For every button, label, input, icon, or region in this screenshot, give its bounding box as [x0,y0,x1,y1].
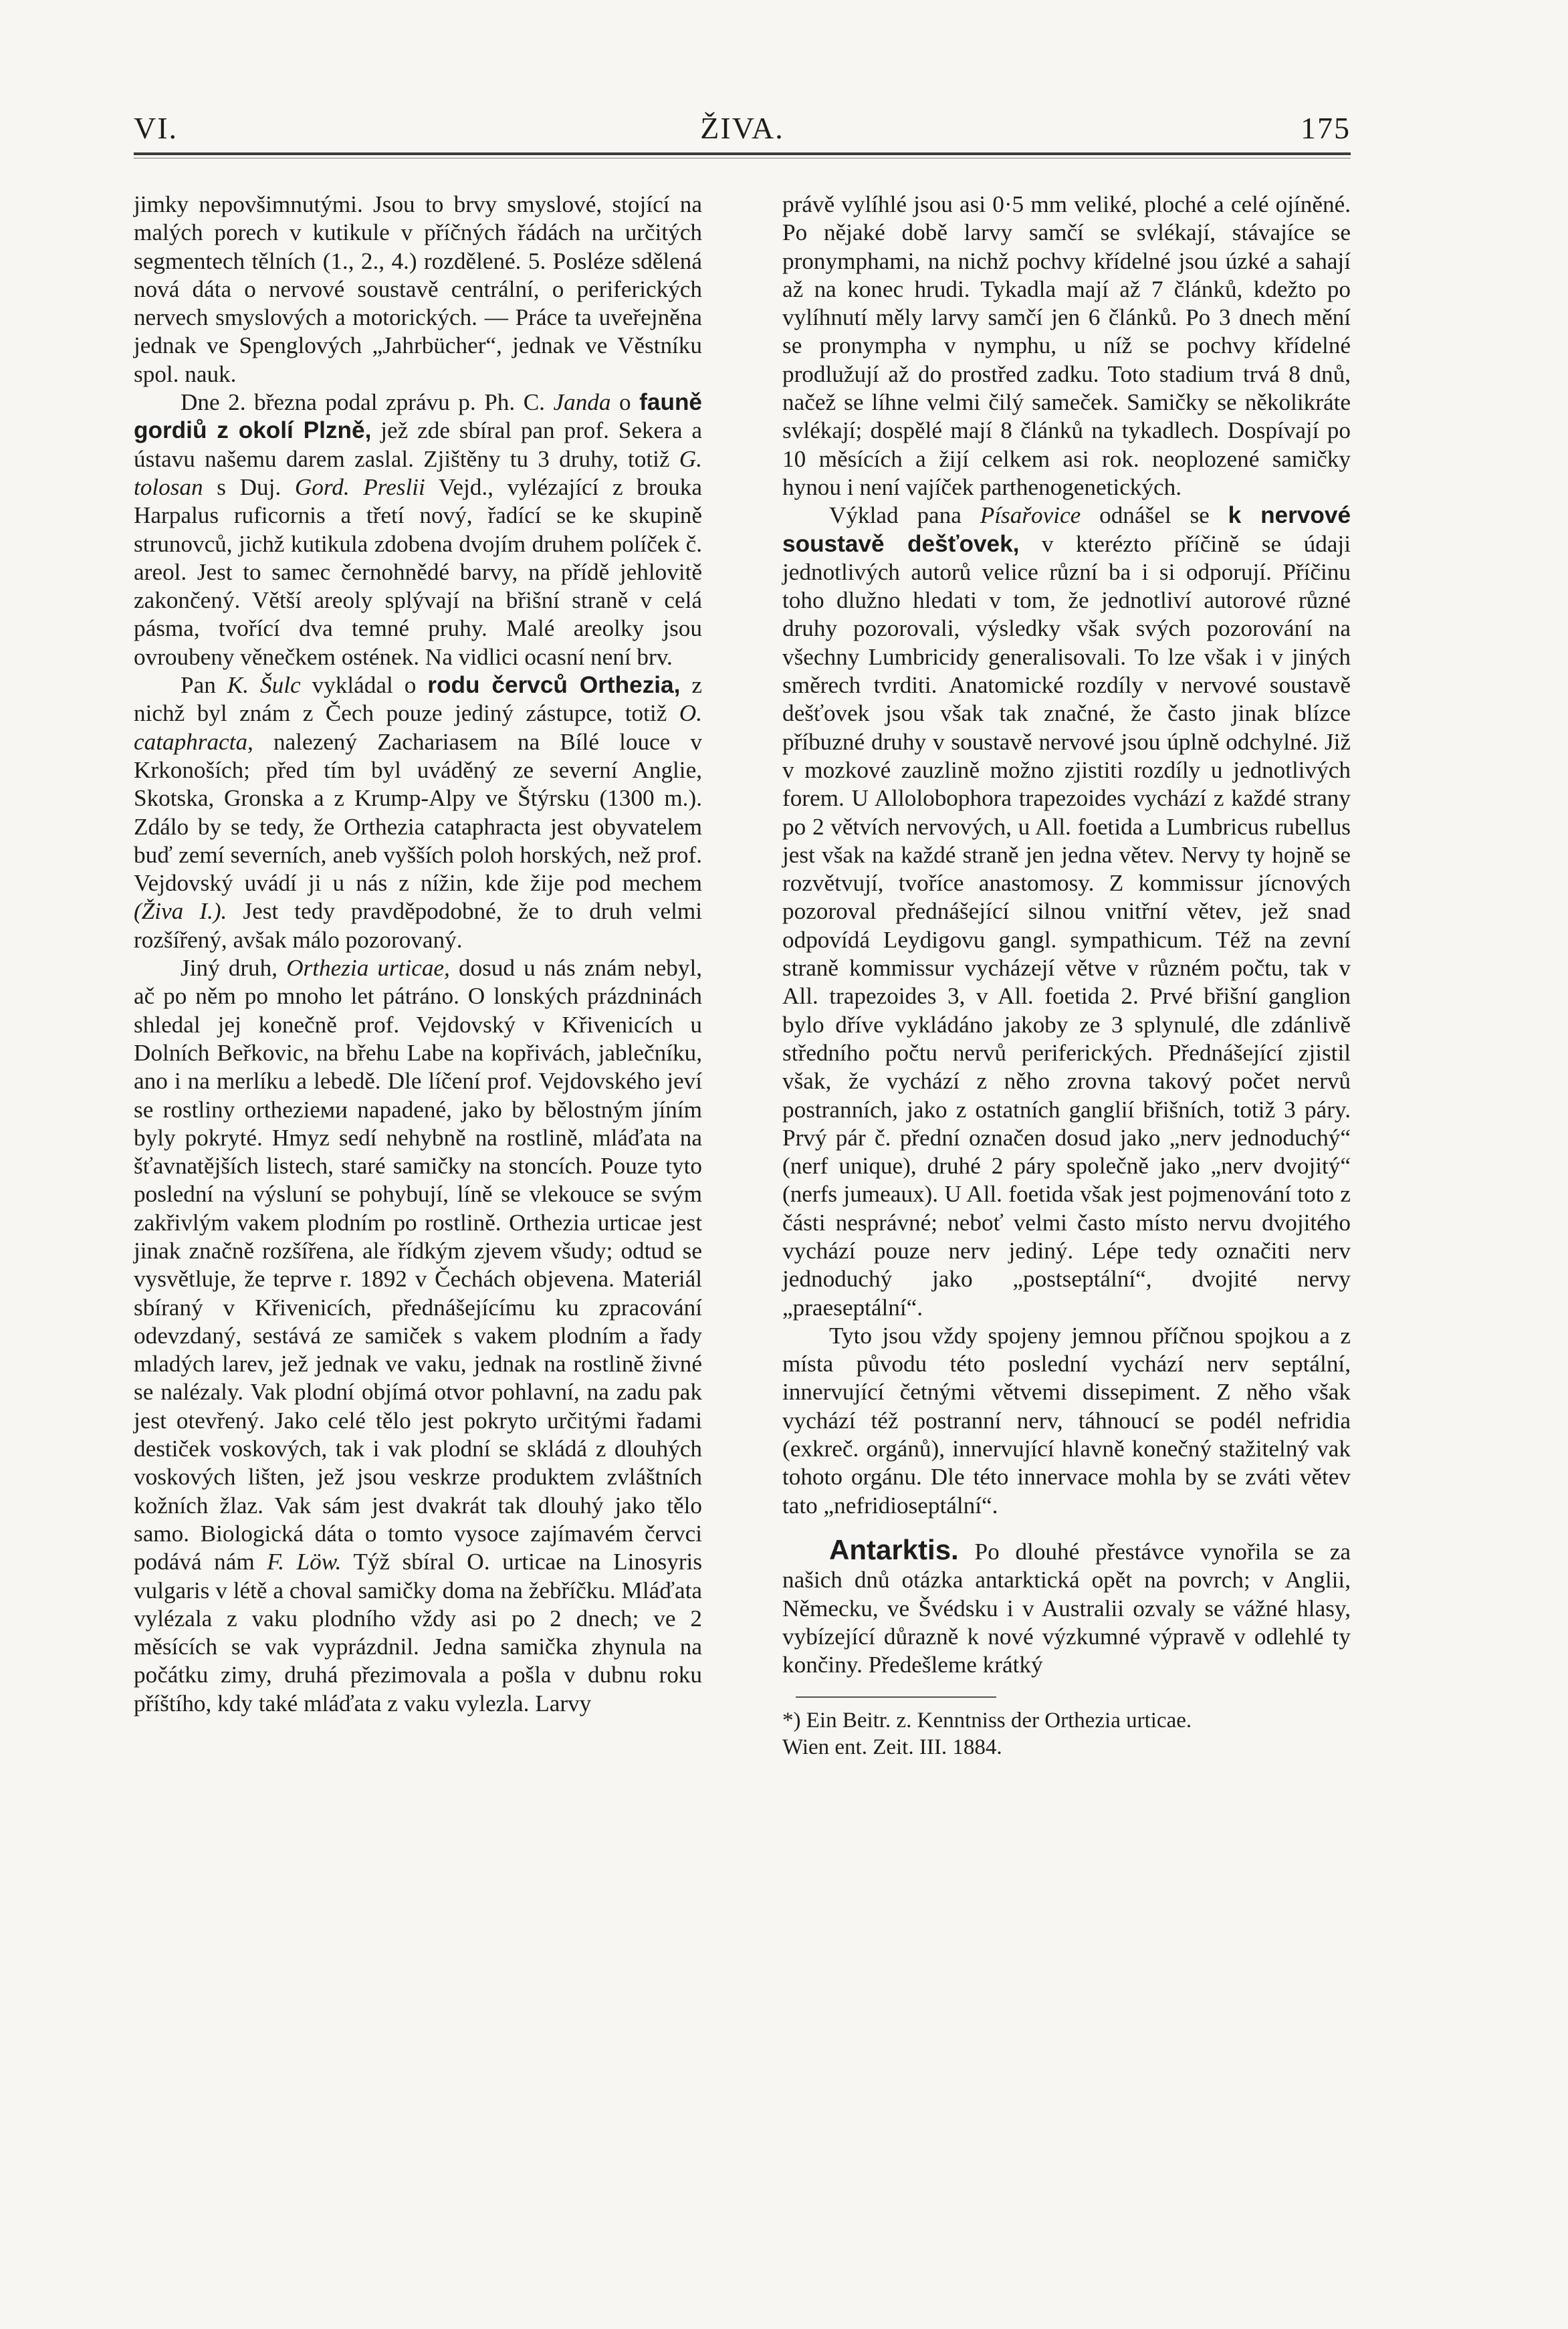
author-name: Písařovice [980,502,1081,529]
paragraph: jimky nepovšimnutými. Jsou to brvy smyslové, stojící na malých porech v kutikule v příčných řádách na určitých segmentech tělních (1., 2., 4.) rozdělené. 5. Posléze sdělená nová dáta o nervové soustavě centrální, o periferických nervech smyslových a motorických. — Práce ta uveřejněna jednak ve Spenglových „Jahrbücher“, jednak ve Věstníku spol. nauk. [134,191,702,387]
species-name: Orthezia urticae, [286,955,450,982]
paragraph-pisarovic: Výklad pana Písařovice odnášel se k nervové soustavě dešťovek, v kterézto příčině se údaji jednotlivých autorů velice různí ba i si odporují. Příčinu toho dlužno hledati v tom, že jednotliví autorové různé druhy pozorovali, výsledky však svých pozorování na všechny Lumbricidy generalisovali. To lze však i v jiných směrech tvrditi. Anatomické rozdíly v nervové soustavě dešťovek jsou však tak značné, že často jinak blízce příbuzné druhy v soustavě nervové jsou úplně odchylné. Již v mozkové zauzlině možno zjistiti rozdíly u jednotlivých forem. U Allolobophora trapezoides vychází z každé strany po 2 větvích nervových, u All. foetida a Lumbricus rubellus jest však na každé straně jen jedna větev. Nervy ty hojně se rozvětvují, tvoříce anastomosy. Z kommissur jícnových pozoroval přednášející silnou vnitřní větev, jež snad odpovídá Leydigovu gangl. sympathicum. Též na zevní straně kommissur vycházejí větve v různém počtu, tak v All. trapezoides 3, v All. foetida 2. Prvé břišní ganglion bylo dříve vykládáno jakoby ze 3 splynulé, dle zdánlivě středního počtu nervů periferických. Přednášející zjistil však, že vychází z něho zrovna takový počet nervů postranních, jako z ostatních ganglií břišních, totiž 3 páry. Prvý pár č. přední označen dosud jako „nerv jednoduchý“ (nerf unique), druhé 2 páry společně jako „nerv dvojitý“ (nerfs jumeaux). U All. foetida však jest pojmenování toto z části nesprávné; neboť velmi často místo nervu dvojitého vychází pouze nerv jediný. Lépe tedy označiti nerv jednoduchý jako „postseptální“, dvojité nervy „praeseptální“. [782,502,1351,1321]
reference: (Živa I.). [134,898,227,925]
paragraph-orthezia-urticae: Jiný druh, Orthezia urticae, dosud u nás znám nebyl, ač po něm po mnoho let pátráno. O lonských prázdninách shledal jej konečně prof. Vejdovský v Křivenicích u Dolních Beřkovic, na břehu Labe na kopřivách, jablečníku, ano i na merlíku a lebedě. Dle líčení prof. Vejdovského jeví se rostliny orthezieми napadené, jako by bělostným jíním byly pokryté. Hmyz sedí nehybně na rostlině, mláďata na šťavnatějších listech, staré samičky na stoncích. Pouze tyto poslední na výsluní se pohybují, líně se vlekouce se svým zakřivlým vakem plodním po rostlině. Orthezia urticae jest jinak značně rozšířena, ale řídkým zjevem všudy; odtud se vysvětluje, že teprve r. 1892 v Čechách objevena. Materiál sbíraný v Křivenicích, přednášejícímu ku zpracování odevzdaný, sestává ze samiček s vakem plodním a řady mladých larev, jež jednak ve vaku, jednak na rostlině živné se nalézaly. Vak plodní objímá otvor pohlavní, na zadu pak jest otevřený. Jako celé tělo jest pokryto určitými řadami destiček voskových, tak i vak plodní se skládá z dlouhých voskových lišten, jež jsou veskrze produktem zvláštních kožních žlaz. Vak sám jest dvakrát tak dlouhý jako tělo samo. Biologická dáta o tomto vysoce zajímavém červci podává nám F. Löw. Týž sbíral O. urticae na Linosyris vulgaris v létě a choval samičky doma na žebříčku. Mláďata vylézala z vaku plodního vždy asi po 2 dnech; ve 2 měsících se vak vyprázdnil. Jedna samička zhynula na počátku zimy, druhá přezimovala a pošla v dubnu roku příštího, kdy také mláďata z vaku vylezla. Larvy [134,955,703,1716]
header-rule [134,152,1351,155]
author-name: Janda [553,389,611,416]
paragraph-janda: Dne 2. března podal zprávu p. Ph. C. Janda o fauně gordiů z okolí Plzně, jež zde sbíral pan prof. Sekera a ústavu našemu darem zaslal. Zjištěny tu 3 druhy, totiž G. tolosan s Duj. Gord. Preslii Vejd., vylézající z brouka Harpalus ruficornis a třetí nový, řadící se ke skupině strunovců, jichž kutikula zdobena dvojím druhem políček č. areol. Jest to samec černohnědé barvy, na přídě jehlovitě zakončený. Větší areoly splývají na břišní straně v celá pásma, tvořící dva temné pruhy. Malé areolky jsou ovroubeny věnečkem ostének. Na vidlici ocasní není brv. [134,389,703,670]
topic-title: fauně gordiů z okolí Plzně, [134,389,703,444]
species-name: Gord. Preslii [294,473,425,500]
right-column [782,191,1351,1761]
left-column [134,191,702,1718]
paragraph-sulc: Pan K. Šulc vykládal o rodu červců Orthezia, z nichž byl znám z Čech pouze jediný zástupce, totiž O. cataphracta, nalezený Zachariasem na Bílé louce v Krkonoších; před tím byl uváděný ze severní Anglie, Skotska, Gronska a z Krump-Alpy ve Štýrsku (1300 m.). Zdálo by se tedy, že Orthezia cataphracta jest obyvatelem buď zemí severních, aneb vyšších poloh horských, než prof. Vejdovský uvádí ji u nás z nížin, kde žije pod mechem (Živa I.). Jest tedy pravděpodobné, že to druh velmi rozšířený, avšak málo pozorovaný. [134,672,703,953]
running-header [134,110,1351,157]
volume-number: VI. [134,111,179,145]
topic-title: rodu červců Orthezia, [427,672,681,699]
author-name: K. Šulc [227,672,301,699]
species-name: O. cataphracta, [134,700,702,755]
journal-title: ŽIVA. [700,111,784,145]
topic-title: k nervové soustavě dešťovek, [782,502,1351,557]
paragraph-antarktis: Antarktis. Po dlouhé přestávce vynořila se za našich dnů otázka antarktická opět na povrch; v Anglii, Německu, ve Švédsku i v Australii ozvaly se vážné hlasy, vybízející důrazně k nové výzkumné výpravě v odlehlé ty končiny. Předešleme krátký [782,1533,1351,1678]
species-name: G. tolosan [134,445,702,500]
footnote [782,1707,1351,1761]
author-name: F. Löw. [267,1549,342,1575]
footnote-line: *) Ein Beitr. z. Kenntniss der Orthezia urticae. [782,1708,1192,1733]
footnote-rule [796,1696,996,1698]
footnote-line: Wien ent. Zeit. III. 1884. [782,1735,1002,1760]
paragraph: právě vylíhlé jsou asi 0·5 mm veliké, ploché a celé ojíněné. Po nějaké době larvy samčí se svlékají, stávajíce se pronymphami, na nichž pochvy křídelné jsou úzké a sahají až na konec hrudi. Tykadla mají až 7 článků, kdežto po vylíhnutí měly larvy samčí jen 6 článků. Po 3 dnech mění se pronympha v nymphu, u níž se pochvy křídelné prodlužují až do prostřed zadku. Toto stadium trvá 8 dnů, načež se líhne velmi čilý sameček. Samičky se několikráte svlékají; dospělé mají 8 článků na tykadlech. Dospívají po 10 měsících a žijí celkem asi rok. neoplozené samičky hynou i není vajíček parthenogenetických. [782,191,1351,500]
section-heading: Antarktis. [829,1533,959,1565]
paragraph: Tyto jsou vždy spojeny jemnou příčnou spojkou a z místa původu této poslední vychází nerv septální, innervující četnými větvemi dissepiment. Z něho však vychází též postranní nerv, táhnoucí se podél nefridia (exkreč. orgánů), innervující hlavně konečný stažitelný vak tohoto orgánu. Dle této innervace mohla by se zváti větev tato „nefridioseptální“. [782,1322,1351,1519]
page-number: 175 [1301,111,1351,145]
